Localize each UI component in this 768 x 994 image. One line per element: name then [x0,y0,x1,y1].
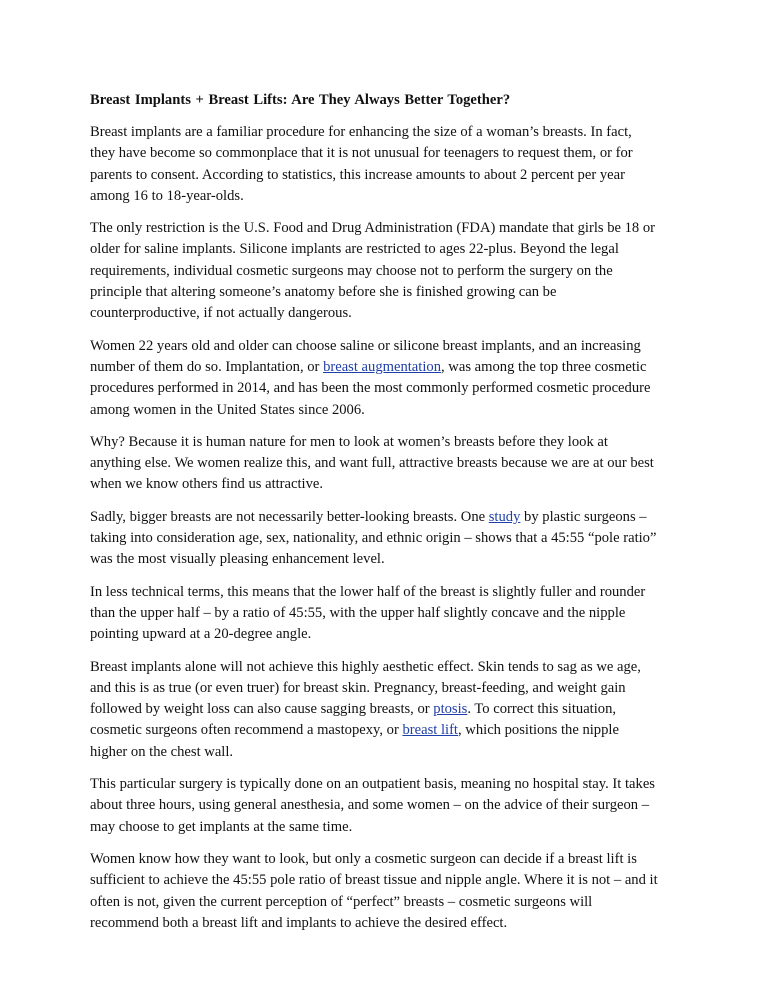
article-body [90,90,682,945]
study-link[interactable]: study [488,508,521,525]
text-line: often is not, given the current perception of “perfect” breasts – cosmetic surgeons will [90,893,593,910]
text-line: Breast implants are a familiar procedure for enhancing the size of a woman’s breasts. In fact, [90,124,632,140]
text-line: and this is as true (or even truer) for breast skin. Pregnancy, breast-feeding, and weight gain [90,679,626,696]
text-segment: by plastic surgeons – [520,508,647,525]
text-line: The only restriction is the U.S. Food and Drug Administration (FDA) mandate that girls be 18 or [90,220,656,237]
text-line: about three hours, using general anesthesia, and some women – on the advice of their surgeon – [90,797,650,814]
paragraph-3 [90,336,682,421]
paragraph-6 [90,582,682,646]
paragraph-2 [90,218,682,324]
paragraph-5 [90,507,682,571]
text-line: In less technical terms, this means that the lower half of the breast is slightly fuller and rounder [90,583,646,600]
text-line: Why? Because it is human nature for men to look at women’s breasts before they look at [90,433,608,450]
text-line: older for saline implants. Silicone implants are restricted to ages 22-plus. Beyond the legal [90,241,619,258]
text-line [90,699,682,720]
text-line: among 16 to 18-year-olds. [90,187,244,204]
text-line: may choose to get implants at the same time. [90,818,353,835]
text-segment: cosmetic surgeons often recommend a mastopexy, or [90,722,403,739]
text-line: Women 22 years old and older can choose saline or silicone breast implants, and an increasing [90,337,641,354]
text-line: they have become so commonplace that it is not unusual for teenagers to request them, or for [90,145,633,162]
text-line: requirements, individual cosmetic surgeons may choose not to perform the surgery on the [90,262,613,279]
text-line: among women in the United States since 2006. [90,401,365,418]
text-segment: , which positions the nipple [458,722,619,739]
text-segment: , was among the top three cosmetic [441,358,647,375]
text-line: procedures performed in 2014, and has been the most commonly performed cosmetic procedure [90,380,651,397]
article-title: Breast Implants + Breast Lifts: Are They Always Better Together? [90,92,511,108]
text-line: recommend both a breast lift and implants to achieve the desired effect. [90,914,508,931]
text-line: parents to consent. According to statistics, this increase amounts to about 2 percent per year [90,166,625,183]
text-line: than the upper half – by a ratio of 45:55, with the upper half slightly concave and the nipple [90,604,626,621]
ptosis-link[interactable]: ptosis [433,701,468,718]
text-line: Breast implants alone will not achieve this highly aesthetic effect. Skin tends to sag as we age, [90,658,641,675]
paragraph-1 [90,122,682,207]
text-segment: followed by weight loss can also cause sagging breasts, or [90,701,434,718]
text-line: anything else. We women realize this, and want full, attractive breasts because we are at our best [90,455,654,472]
paragraph-4 [90,432,682,496]
text-segment: number of them do so. Implantation, or [90,358,324,375]
text-line [90,720,682,741]
breast-augmentation-link[interactable]: breast augmentation [323,358,441,375]
text-segment: Sadly, bigger breasts are not necessarily better-looking breasts. One [90,508,489,525]
text-line: taking into consideration age, sex, nationality, and ethnic origin – shows that a 45:55 “pole ratio” [90,530,657,547]
paragraph-7 [90,657,682,763]
text-line: pointing upward at a 20-degree angle. [90,626,312,643]
text-line: Women know how they want to look, but only a cosmetic surgeon can decide if a breast lift is [90,850,637,867]
paragraph-9 [90,849,682,934]
text-line: principle that altering someone’s anatomy before she is finished growing can be [90,284,557,301]
text-line [90,507,682,528]
text-line [90,357,682,378]
text-line: when we know others find us attractive. [90,476,324,493]
paragraph-8 [90,774,682,838]
breast-lift-link[interactable]: breast lift [402,722,458,739]
text-segment: . To correct this situation, [467,701,617,718]
text-line: counterproductive, if not actually dangerous. [90,305,352,322]
text-line: This particular surgery is typically done on an outpatient basis, meaning no hospital stay. It takes [90,776,655,793]
text-line: higher on the chest wall. [90,743,234,760]
text-line: sufficient to achieve the 45:55 pole ratio of breast tissue and nipple angle. Where it is not – and it [90,872,658,889]
text-line: was the most visually pleasing enhancement level. [90,551,385,568]
